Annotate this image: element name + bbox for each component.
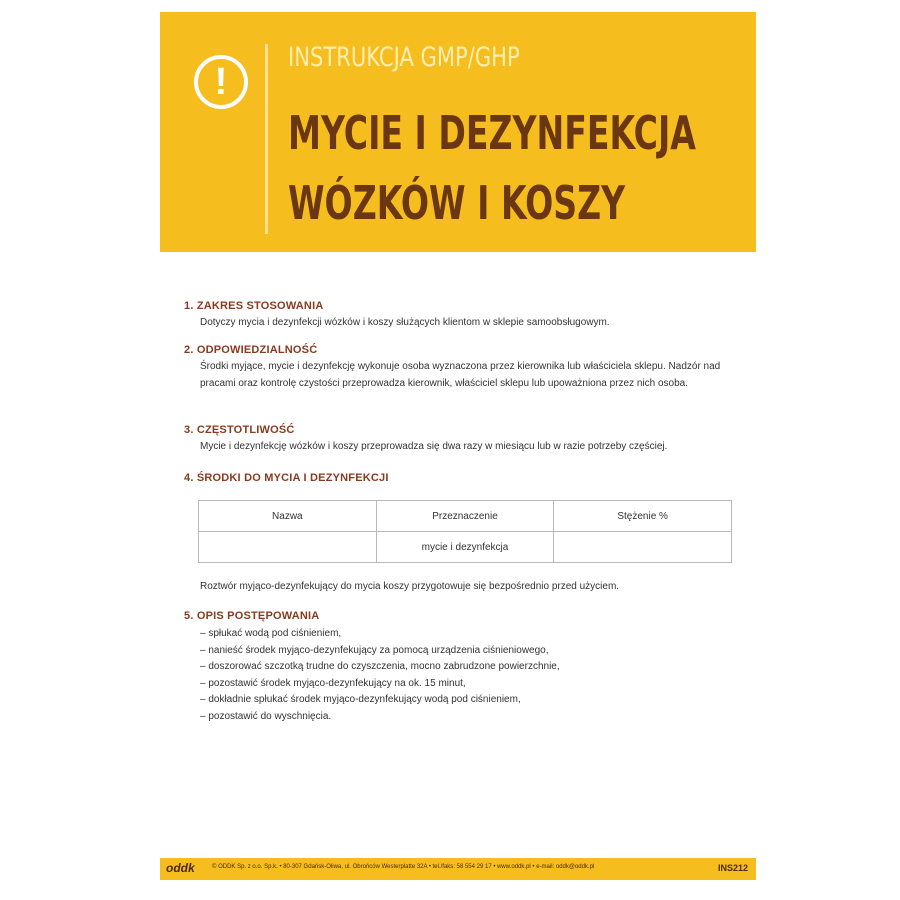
table-header-row (199, 501, 732, 532)
footer-bar (160, 858, 756, 880)
agents-table (198, 500, 732, 563)
page-title-line2: WÓZKÓW I KOSZY (288, 176, 626, 230)
footer-contact: © ODDK Sp. z o.o. Sp.k. • 80-307 Gdańsk-Oliwa, ul. Obrońców Westerplatte 32A • tel./faks: 58 554 29 17 • www.oddk.pl • e-mail: oddk@oddk.pl (212, 864, 595, 870)
section-text-frequency: Mycie i dezynfekcję wózków i koszy przeprowadza się dwa razy w miesiącu lub w razie potrzeby częściej. (200, 441, 668, 452)
publisher-logo: oddk (166, 861, 195, 875)
procedure-steps (200, 626, 560, 725)
table-row (199, 532, 732, 563)
exclamation-circle-icon: ! (194, 55, 248, 109)
cell-purpose: mycie i dezynfekcja (376, 532, 554, 563)
document-type: INSTRUKCJA GMP/GHP (288, 42, 520, 73)
header-divider (265, 44, 268, 234)
document-code: INS212 (717, 863, 748, 873)
column-header-concentration: Stężenie % (554, 501, 732, 532)
section-text-scope: Dotyczy mycia i dezynfekcji wózków i koszy służących klientom w sklepie samoobsługowym. (200, 317, 610, 328)
list-item: – nanieść środek myjąco-dezynfekujący za pomocą urządzenia ciśnieniowego, (200, 644, 549, 656)
list-item: – doszorować szczotką trudne do czyszczenia, mocno zabrudzone powierzchnie, (200, 661, 560, 672)
section-text-responsibility: Środki myjące, mycie i dezynfekcję wykonuje osoba wyznaczona przez kierownika lub właściciela sklepu. Nadzór nad pracami oraz kontrolę czystości przeprowadza kierownik, właściciel sklepu lub upoważniona przez nich osoba. (200, 361, 721, 389)
cell-name (199, 532, 377, 563)
column-header-purpose: Przeznaczenie (376, 501, 554, 532)
header-banner (160, 12, 756, 252)
section-note-agents: Roztwór myjąco-dezynfekujący do mycia koszy przygotowuje się bezpośrednio przed użyciem. (200, 581, 620, 592)
list-item: – pozostawić do wyschnięcia. (200, 710, 332, 722)
section-heading-agents: 4. ŚRODKI DO MYCIA I DEZYNFEKCJI (184, 472, 389, 484)
section-heading-scope: 1. ZAKRES STOSOWANIA (184, 300, 324, 312)
section-heading-responsibility: 2. ODPOWIEDZIALNOŚĆ (184, 344, 318, 356)
page-title-line1: MYCIE I DEZYNFEKCJA (288, 106, 696, 160)
list-item: – spłukać wodą pod ciśnieniem, (200, 628, 342, 639)
column-header-name: Nazwa (199, 501, 377, 532)
section-heading-procedure: 5. OPIS POSTĘPOWANIA (184, 610, 320, 622)
instruction-sheet (160, 12, 756, 888)
cell-concentration (554, 532, 732, 563)
list-item: – pozostawić środek myjąco-dezynfekujący na ok. 15 minut, (200, 677, 466, 689)
list-item: – dokładnie spłukać środek myjąco-dezynfekujący wodą pod ciśnieniem, (200, 694, 521, 705)
section-heading-frequency: 3. CZĘSTOTLIWOŚĆ (184, 424, 295, 436)
